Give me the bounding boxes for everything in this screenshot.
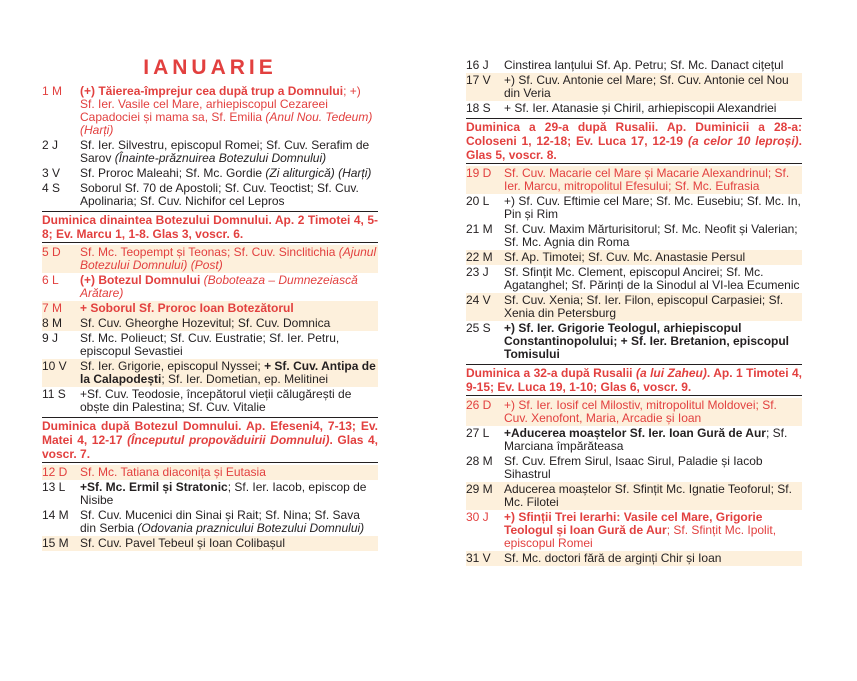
day-description bbox=[80, 509, 378, 535]
month-title: IANUARIE bbox=[143, 56, 277, 79]
calendar-day-row bbox=[466, 73, 802, 101]
day-label: 15 M bbox=[42, 536, 69, 550]
day-description bbox=[504, 552, 802, 565]
sunday-reading bbox=[466, 364, 802, 396]
text-segment: (Începutul propovăduirii Domnului) bbox=[127, 433, 330, 447]
text-segment: Sf. Cuv. Mucenici din Sinai și Rait; Sf. Nina; Sf. Sava din Serbia bbox=[80, 508, 360, 535]
calendar-day-row bbox=[42, 166, 378, 181]
text-segment: Duminica dinaintea Botezului Domnului. Ap. 2 Timotei 4, 5-8; Ev. Marcu 1, 1-8. Glas 3, voscr. 6. bbox=[42, 213, 378, 241]
day-description bbox=[80, 537, 378, 550]
text-segment: +) Sfinții Trei Ierarhi: Vasile cel Mare, Grigorie Teologul și Ioan Gură de Aur bbox=[504, 510, 763, 537]
text-segment: Sf. Mc. doctori fără de arginți Chir și Ioan bbox=[504, 551, 722, 565]
text-segment: +Sf. Mc. Ermil și Stratonic bbox=[80, 480, 228, 494]
day-label: 11 S bbox=[42, 387, 66, 401]
calendar-day-row bbox=[466, 321, 802, 362]
day-description bbox=[504, 167, 802, 193]
day-label: 5 D bbox=[42, 245, 61, 259]
day-label: 19 D bbox=[466, 166, 492, 180]
calendar-day-row bbox=[42, 301, 378, 316]
day-label: 1 M bbox=[42, 84, 63, 98]
text-segment: Sf. Cuv. Efrem Sirul, Isaac Sirul, Paladie și Iacob Sihastrul bbox=[504, 454, 763, 481]
day-description bbox=[504, 251, 802, 264]
text-segment: Cinstirea lanțului Sf. Ap. Petru; Sf. Mc. Danact cițețul bbox=[504, 58, 784, 72]
calendar-day-row bbox=[42, 331, 378, 359]
day-description bbox=[504, 266, 802, 292]
day-description bbox=[504, 59, 802, 72]
text-segment: Duminica după Botezul Domnului. Ap. Efeseni4, 7-13; Ev. Matei 4, 12-17 bbox=[42, 419, 378, 447]
text-segment: Sf. Mc. Tatiana diaconița și Eutasia bbox=[80, 465, 266, 479]
text-segment: + Sf. Cuv. Antipa de la Calapodești bbox=[80, 359, 376, 386]
text-segment: +) Sf. Ier. Grigorie Teologul, arhiepiscopul Constantinopolului; + Sf. Ier. Bretanion, episcopul Tomisului bbox=[504, 321, 790, 361]
calendar-day-row bbox=[466, 222, 802, 250]
sunday-reading bbox=[42, 211, 378, 243]
text-segment: Sf. Cuv. Maxim Mărturisitorul; Sf. Mc. Neofit și Valerian; Sf. Mc. Agnia din Roma bbox=[504, 222, 798, 249]
text-segment: Sf. Ap. Timotei; Sf. Cuv. Mc. Anastasie Persul bbox=[504, 250, 746, 264]
day-label: 14 M bbox=[42, 508, 69, 522]
calendar-day-row bbox=[466, 194, 802, 222]
text-segment: Sf. Cuv. Macarie cel Mare și Macarie Alexandrinul; Sf. Ier. Marcu, mitropolitul Efesului; Sf. Mc. Eufrasia bbox=[504, 166, 790, 193]
day-label: 9 J bbox=[42, 331, 59, 345]
text-segment: (Ajunul Botezului Domnului) (Post) bbox=[80, 245, 377, 272]
day-description bbox=[80, 85, 378, 137]
text-segment: +) Sf. Ier. Iosif cel Milostiv, mitropolitul Moldovei; Sf. Cuv. Xenofont, Maria, Arcadie și Ioan bbox=[504, 398, 777, 425]
day-label: 12 D bbox=[42, 465, 68, 479]
text-segment: Sf. Mc. Teopempt și Teonas; Sf. Cuv. Sinclitichia bbox=[80, 245, 339, 259]
day-label: 13 L bbox=[42, 480, 66, 494]
calendar-day-row bbox=[42, 536, 378, 551]
text-segment: Aducerea moaștelor Sf. Sfințit Mc. Ignatie Teoforul; Sf. Mc. Filotei bbox=[504, 482, 792, 509]
calendar-day-row bbox=[466, 250, 802, 265]
sunday-reading bbox=[42, 417, 378, 463]
text-segment: (+) Tăierea-împrejur cea după trup a Domnului bbox=[80, 84, 344, 98]
calendar-day-row bbox=[42, 84, 378, 138]
text-segment: Duminica a 32-a după Rusalii bbox=[466, 366, 636, 380]
day-label: 2 J bbox=[42, 138, 59, 152]
day-label: 28 M bbox=[466, 454, 493, 468]
day-label: 25 S bbox=[466, 321, 491, 335]
text-segment: (Anul Nou. Tedeum) (Harți) bbox=[80, 110, 373, 137]
day-label: 27 L bbox=[466, 426, 490, 440]
calendar-day-row bbox=[42, 245, 378, 273]
day-description bbox=[80, 182, 378, 208]
text-segment: . Glas 5, voscr. 8. bbox=[466, 134, 802, 162]
calendar-day-row bbox=[466, 166, 802, 194]
day-description bbox=[80, 167, 378, 180]
text-segment: (Zi aliturgică) (Harți) bbox=[265, 166, 372, 180]
day-description bbox=[80, 332, 378, 358]
text-segment: Soborul Sf. 70 de Apostoli; Sf. Cuv. Teoctist; Sf. Cuv. Apolinaria; Sf. Cuv. Nichifor cel Lepros bbox=[80, 181, 359, 208]
calendar-day-row bbox=[466, 101, 802, 116]
day-label: 10 V bbox=[42, 359, 67, 373]
day-label: 26 D bbox=[466, 398, 492, 412]
day-label: 22 M bbox=[466, 250, 493, 264]
text-segment: +) Sf. Cuv. Eftimie cel Mare; Sf. Mc. Eusebiu; Sf. Mc. In, Pin și Rim bbox=[504, 194, 801, 221]
day-description bbox=[80, 360, 378, 386]
text-segment: Sf. Proroc Maleahi; Sf. Mc. Gordie bbox=[80, 166, 266, 180]
day-description bbox=[80, 466, 378, 479]
text-segment: (a celor 10 leproși) bbox=[687, 134, 799, 148]
calendar-day-row bbox=[42, 273, 378, 301]
day-description bbox=[80, 481, 378, 507]
day-description bbox=[504, 223, 802, 249]
calendar-day-row bbox=[42, 316, 378, 331]
day-label: 18 S bbox=[466, 101, 491, 115]
day-description bbox=[504, 74, 802, 100]
text-segment: +Aducerea moaștelor Sf. Ier. Ioan Gură de Aur bbox=[504, 426, 766, 440]
calendar-day-row bbox=[466, 454, 802, 482]
calendar-day-row bbox=[466, 265, 802, 293]
day-description bbox=[80, 317, 378, 330]
day-label: 7 M bbox=[42, 301, 63, 315]
text-segment: ; Sf. Marciana împărăteasa bbox=[504, 426, 788, 453]
text-segment: Sf. Sfințit Mc. Clement, episcopul Ancirei; Sf. Mc. Agatanghel; Sf. Părinți de la Sinodul al VI-lea Ecumenic bbox=[504, 265, 800, 292]
text-segment: + Sf. Ier. Atanasie și Chiril, arhiepiscopii Alexandriei bbox=[504, 101, 777, 115]
day-description bbox=[504, 455, 802, 481]
calendar-day-row bbox=[466, 510, 802, 551]
left-column bbox=[42, 0, 378, 551]
calendar-day-row bbox=[42, 480, 378, 508]
day-label: 3 V bbox=[42, 166, 61, 180]
text-segment: +Sf. Cuv. Teodosie, începătorul vieții călugărești de obște din Palestina; Sf. Cuv. Vitalie bbox=[80, 387, 352, 414]
day-description bbox=[80, 246, 378, 272]
text-segment: Sf. Ier. Grigorie, episcopul Nyssei; bbox=[80, 359, 265, 373]
text-segment: Sf. Cuv. Pavel Tebeul și Ioan Colibașul bbox=[80, 536, 286, 550]
calendar-day-row bbox=[42, 508, 378, 536]
text-segment: ; Sf. Ier. Iacob, episcop de Nisibe bbox=[80, 480, 367, 507]
day-description bbox=[80, 139, 378, 165]
calendar-day-row bbox=[466, 551, 802, 566]
text-segment: ; Sf. Ier. Dometian, ep. Melitinei bbox=[161, 372, 329, 386]
day-description bbox=[504, 102, 802, 115]
text-segment: (Boboteaza – Dumnezeiască Arătare) bbox=[80, 273, 358, 300]
day-description bbox=[504, 195, 802, 221]
sunday-reading bbox=[466, 118, 802, 164]
calendar-day-row bbox=[42, 181, 378, 209]
day-description bbox=[80, 388, 378, 414]
calendar-day-row bbox=[42, 387, 378, 415]
calendar-day-row bbox=[466, 426, 802, 454]
day-description bbox=[80, 302, 378, 315]
day-description bbox=[504, 483, 802, 509]
day-label: 20 L bbox=[466, 194, 490, 208]
text-segment: (Odovania praznicului Botezului Domnului) bbox=[137, 521, 365, 535]
day-label: 17 V bbox=[466, 73, 491, 87]
text-segment: ; Sf. Sfințit Mc. Ipolit, episcopul Romei bbox=[504, 523, 777, 550]
day-label: 23 J bbox=[466, 265, 489, 279]
day-label: 6 L bbox=[42, 273, 59, 287]
text-segment: Sf. Cuv. Gheorghe Hozevitul; Sf. Cuv. Domnica bbox=[80, 316, 331, 330]
day-description bbox=[504, 294, 802, 320]
text-segment: Sf. Ier. Silvestru, episcopul Romei; Sf. Cuv. Serafim de Sarov bbox=[80, 138, 370, 165]
calendar-day-row bbox=[42, 138, 378, 166]
text-segment: +) Sf. Cuv. Antonie cel Mare; Sf. Cuv. Antonie cel Nou din Veria bbox=[504, 73, 789, 100]
day-description bbox=[504, 322, 802, 361]
text-segment: (+) Botezul Domnului bbox=[80, 273, 204, 287]
text-segment: (Înainte-prăznuirea Botezului Domnului) bbox=[114, 151, 327, 165]
day-label: 16 J bbox=[466, 58, 489, 72]
day-description bbox=[504, 399, 802, 425]
day-label: 21 M bbox=[466, 222, 493, 236]
calendar-day-row bbox=[466, 293, 802, 321]
day-description bbox=[80, 274, 378, 300]
calendar-day-row bbox=[466, 58, 802, 73]
text-segment: + Soborul Sf. Proroc Ioan Botezătorul bbox=[80, 301, 294, 315]
day-label: 31 V bbox=[466, 551, 491, 565]
text-segment: . Ap. 1 Timotei 4, 9-15; Ev. Luca 19, 1-10; Glas 6, voscr. 9. bbox=[466, 366, 803, 394]
day-label: 24 V bbox=[466, 293, 491, 307]
day-description bbox=[504, 427, 802, 453]
day-description bbox=[504, 511, 802, 550]
text-segment: (a lui Zaheu) bbox=[635, 366, 707, 380]
text-segment: . Glas 4, voscr. 7. bbox=[42, 433, 378, 461]
day-label: 29 M bbox=[466, 482, 493, 496]
day-label: 4 S bbox=[42, 181, 61, 195]
right-column bbox=[466, 0, 802, 566]
text-segment: Sf. Mc. Polieuct; Sf. Cuv. Eustratie; Sf. Ier. Petru, episcopul Sevastiei bbox=[80, 331, 340, 358]
text-segment: ; +) Sf. Ier. Vasile cel Mare, arhiepiscopul Cezareei Capadociei și mama sa, Sf. Emilia bbox=[80, 84, 361, 124]
day-label: 30 J bbox=[466, 510, 489, 524]
calendar-day-row bbox=[466, 398, 802, 426]
text-segment: Sf. Cuv. Xenia; Sf. Ier. Filon, episcopul Carpasiei; Sf. Xenia din Petersburg bbox=[504, 293, 784, 320]
day-label: 8 M bbox=[42, 316, 63, 330]
text-segment: Duminica a 29-a după Rusalii. Ap. Duminicii a 28-a: Coloseni 1, 12-18; Ev. Luca 17, 12-19 bbox=[466, 120, 802, 148]
calendar-day-row bbox=[42, 359, 378, 387]
calendar-day-row bbox=[42, 465, 378, 480]
calendar-day-row bbox=[466, 482, 802, 510]
